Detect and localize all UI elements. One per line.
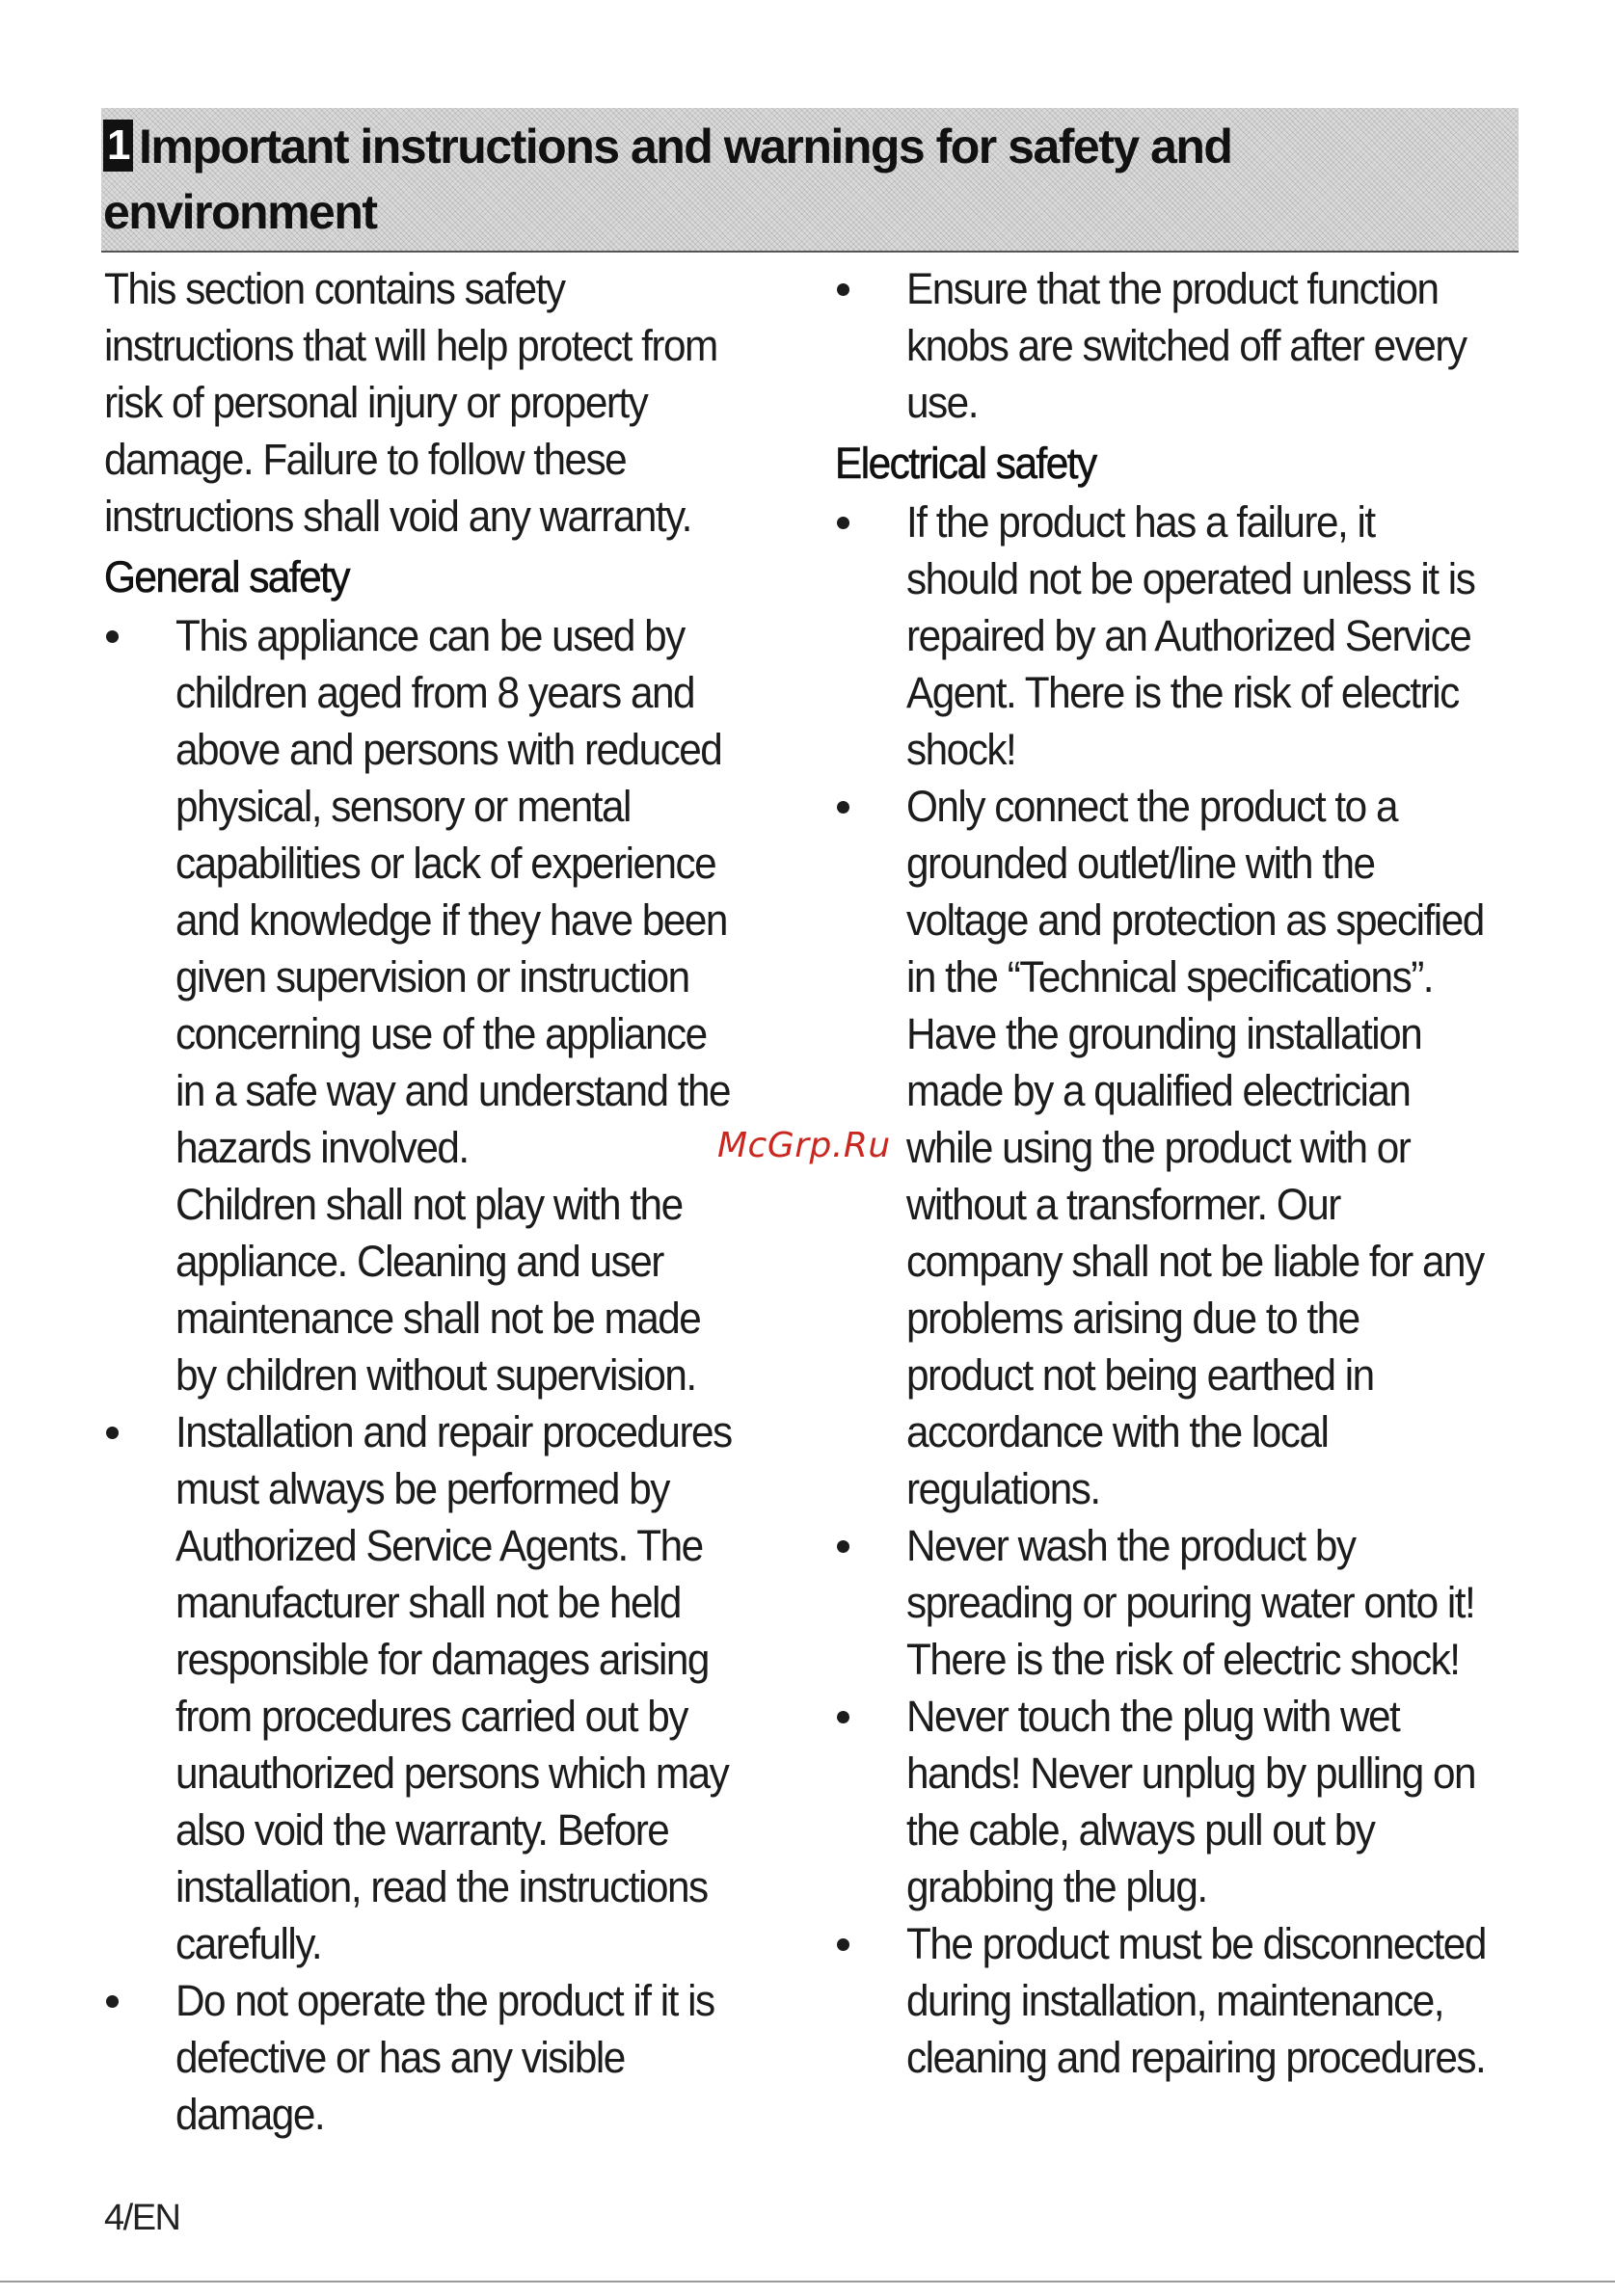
bullet-text: Only connect the product to a grounded outlet/line with the voltage and protection as specified in the “Technical specifications”. Have the grounding installation made by a qualified electrician while using the product with or without a transformer. Our company shall not be liable for any problems arising due to the product not being earthed in accordance with the local regulations.	[906, 782, 1484, 1513]
chapter-number-badge: 1	[103, 120, 133, 172]
list-item	[835, 494, 1529, 778]
list-item	[835, 1688, 1529, 1915]
intro-paragraph: This section contains safety instructions that will help protect from risk of personal injury or property damage. Failure to follow these instructions shall void any warranty.	[104, 264, 717, 541]
electrical-safety-list	[835, 494, 1529, 2086]
general-safety-heading: General safety	[104, 552, 350, 601]
bullet-icon	[106, 1427, 119, 1439]
bullet-text: If the product has a failure, it should not be operated unless it is repaired by an Authorized Service Agent. There is the risk of electric shock!	[906, 497, 1475, 774]
bullet-icon	[837, 1938, 849, 1951]
watermark: McGrp.Ru	[717, 1126, 891, 1165]
bullet-text: This appliance can be used by children aged from 8 years and above and persons with reduced physical, sensory or mental capabilities or lack of experience and knowledge if they have been given supervision or instruction concerning use of the appliance in a safe way and understand the hazards involved.	[175, 611, 731, 1172]
bullet-text-continued: Children shall not play with the appliance. Cleaning and user maintenance shall not be made by children without supervision.	[175, 1180, 701, 1400]
bullet-text: Ensure that the product function knobs are switched off after every use.	[906, 264, 1467, 427]
bottom-divider	[0, 2281, 1615, 2283]
bullet-text: Do not operate the product if it is defective or has any visible damage.	[175, 1976, 714, 2139]
page-title	[103, 114, 1434, 245]
list-item	[104, 1972, 779, 2143]
bullet-icon	[837, 517, 849, 529]
list-item	[835, 1915, 1529, 2086]
section-title: Important instructions and warnings for safety and environment	[103, 120, 1232, 239]
bullet-icon	[106, 1995, 119, 2008]
bullet-icon	[837, 1711, 849, 1723]
left-column	[104, 260, 779, 2143]
bullet-text: Never wash the product by spreading or pouring water onto it! There is the risk of electric shock!	[906, 1521, 1475, 1684]
right-column	[835, 260, 1529, 2086]
bullet-text: Installation and repair procedures must always be performed by Authorized Service Agents. The manufacturer shall not be held responsible for damages arising from procedures carried out by unauthorized persons which may also void the warranty. Before installation, read the instructions carefully.	[175, 1407, 732, 1968]
general-safety-list-continued	[835, 260, 1529, 431]
list-item	[835, 778, 1529, 1517]
general-safety-list	[104, 607, 779, 2143]
bullet-icon	[106, 630, 119, 643]
bullet-text: Never touch the plug with wet hands! Never unplug by pulling on the cable, always pull out by grabbing the plug.	[906, 1692, 1476, 1911]
list-item	[104, 1403, 779, 1972]
bullet-icon	[837, 1540, 849, 1553]
bullet-icon	[837, 283, 849, 296]
list-item	[104, 607, 779, 1403]
list-item	[835, 1517, 1529, 1688]
page-number: 4/EN	[104, 2198, 180, 2238]
electrical-safety-heading: Electrical safety	[835, 439, 1096, 488]
bullet-icon	[837, 801, 849, 814]
bullet-text: The product must be disconnected during installation, maintenance, cleaning and repairing procedures.	[906, 1919, 1486, 2082]
list-item	[835, 260, 1529, 431]
